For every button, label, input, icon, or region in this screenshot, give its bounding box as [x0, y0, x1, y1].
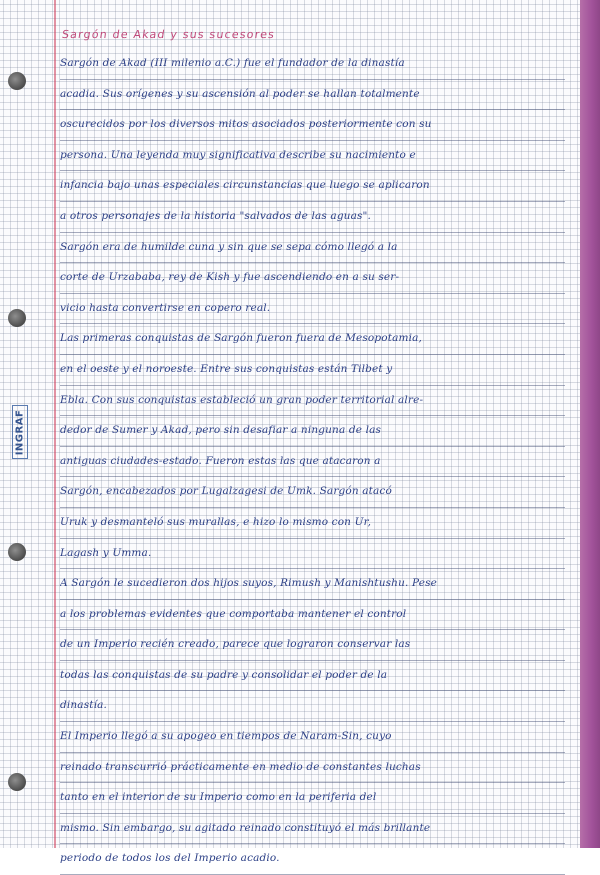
text-line: A Sargón le sucedieron dos hijos suyos, Rimush y Manishtushu. Pese	[60, 569, 565, 600]
text-line: Sargón, encabezados por Lugalzagesi de Umk. Sargón atacó	[60, 477, 565, 508]
text-line: todas las conquistas de su padre y consolidar el poder de la	[60, 661, 565, 692]
text-line: dinastía.	[60, 691, 565, 722]
text-line: de un Imperio recién creado, parece que lograron conservar las	[60, 630, 565, 661]
text-line: corte de Urzababa, rey de Kish y fue ascendiendo en a su ser-	[60, 263, 565, 294]
text-line: a otros personajes de la historia "salvados de las aguas".	[60, 202, 565, 233]
binder-hole	[8, 72, 26, 90]
text-line: antiguas ciudades-estado. Fueron estas las que atacaron a	[60, 447, 565, 478]
text-line: tanto en el interior de su Imperio como en la periferia del	[60, 783, 565, 814]
text-line: El Imperio llegó a su apogeo en tiempos de Naram-Sin, cuyo	[60, 722, 565, 753]
text-line: Ebla. Con sus conquistas estableció un gran poder territorial alre-	[60, 386, 565, 417]
page-title: Sargón de Akad y sus sucesores	[61, 28, 277, 41]
text-line: oscurecidos por los diversos mitos asociados posteriormente con su	[60, 110, 565, 141]
binder-hole	[8, 543, 26, 561]
text-line: a los problemas evidentes que comportaba mantener el control	[60, 600, 565, 631]
margin-line	[54, 0, 56, 848]
text-line: Uruk y desmanteló sus murallas, e hizo lo mismo con Ur,	[60, 508, 565, 539]
brand-text: INGRAF	[14, 409, 26, 455]
text-line: reinado transcurrió prácticamente en medio de constantes luchas	[60, 753, 565, 784]
text-line: periodo de todos los del Imperio acadio.	[60, 844, 565, 875]
text-line: persona. Una leyenda muy significativa describe su nacimiento e	[60, 141, 565, 172]
text-line: infancia bajo unas especiales circunstancias que luego se aplicaron	[60, 171, 565, 202]
brand-label	[12, 405, 28, 459]
text-line: acadia. Sus orígenes y su ascensión al poder se hallan totalmente	[60, 80, 565, 111]
binder-hole	[8, 309, 26, 327]
handwritten-text	[60, 49, 565, 875]
text-line: en el oeste y el noroeste. Entre sus conquistas están Tilbet y	[60, 355, 565, 386]
text-line: Sargón de Akad (III milenio a.C.) fue el fundador de la dinastía	[60, 49, 565, 80]
text-line: mismo. Sin embargo, su agitado reinado constituyó el más brillante	[60, 814, 565, 845]
text-line: Lagash y Umma.	[60, 539, 565, 570]
text-line: Las primeras conquistas de Sargón fueron fuera de Mesopotamia,	[60, 324, 565, 355]
notebook-edge-band	[580, 0, 600, 848]
text-line: Sargón era de humilde cuna y sin que se sepa cómo llegó a la	[60, 233, 565, 264]
binder-hole	[8, 773, 26, 791]
text-line: vicio hasta convertirse en copero real.	[60, 294, 565, 325]
text-line: dedor de Sumer y Akad, pero sin desafiar a ninguna de las	[60, 416, 565, 447]
